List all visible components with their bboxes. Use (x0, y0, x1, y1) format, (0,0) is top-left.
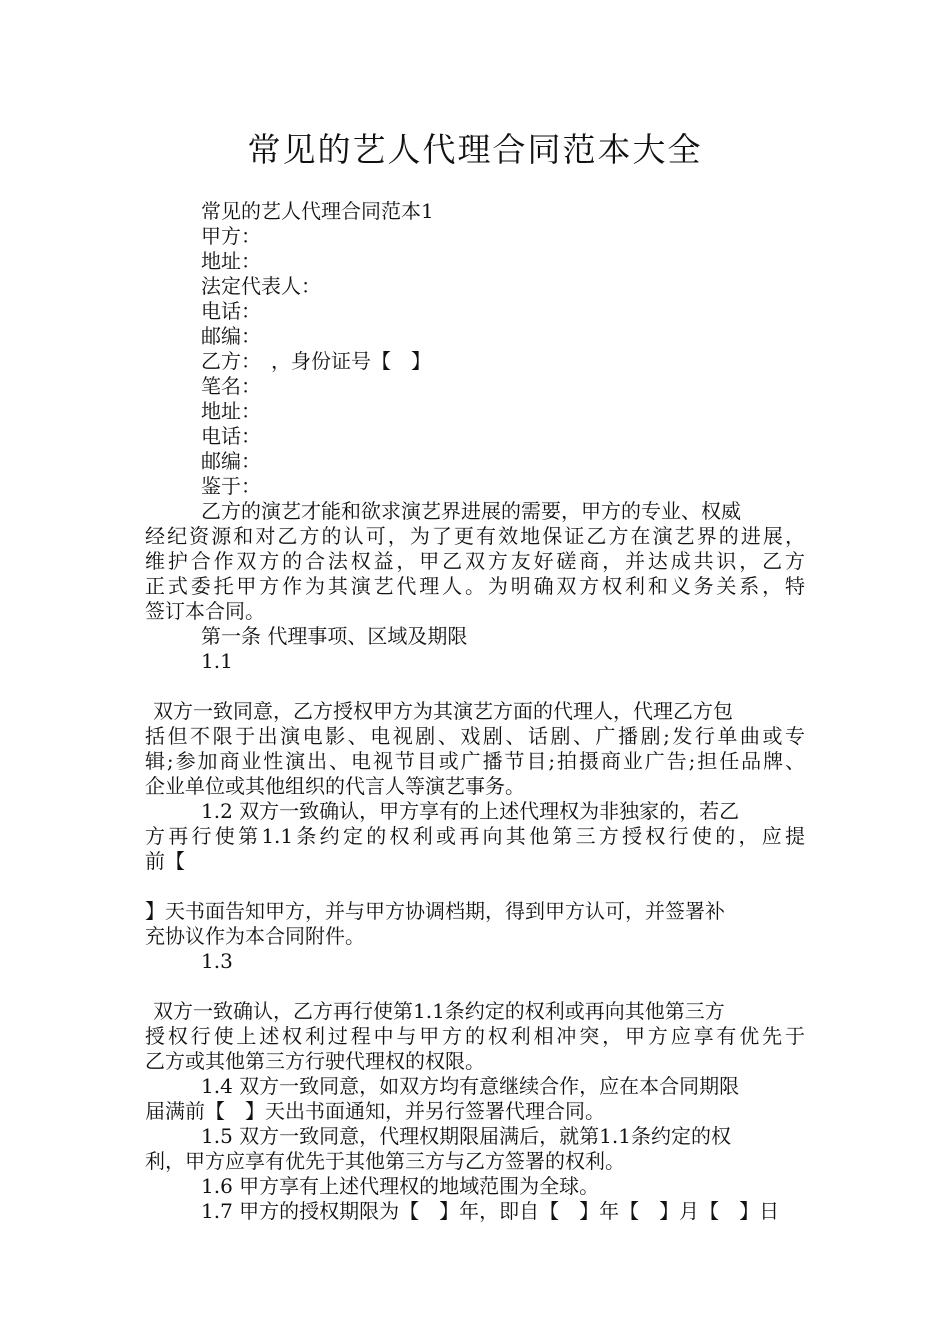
clause-1-1-number: 1.1 (201, 649, 233, 673)
clause-1-3-line: 双方一致确认，乙方再行使第1.1条约定的权利或再向其他第三方 (153, 999, 725, 1023)
party-a-representative: 法定代表人： (201, 274, 321, 298)
clause-1-5-line: 1.5 双方一致同意，代理权期限届满后，就第1.1条约定的权 (201, 1124, 731, 1148)
clause-1-3-line: 乙方或其他第三方行驶代理权的权限。 (145, 1049, 485, 1073)
clause-1-3-line: 授权行使上述权利过程中与甲方的权利相冲突，甲方应享有优先于 (145, 1024, 805, 1048)
preamble-line: 乙方的演艺才能和欲求演艺界进展的需要，甲方的专业、权威 (201, 499, 741, 523)
document-title: 常见的艺人代理合同范本大全 (247, 130, 703, 169)
party-b-phone: 电话： (201, 424, 261, 448)
party-a-address: 地址： (201, 249, 261, 273)
clause-1-6: 1.6 甲方享有上述代理权的地域范围为全球。 (201, 1174, 600, 1198)
preamble-line: 正式委托甲方作为其演艺代理人。为明确双方权利和义务关系，特 (145, 574, 805, 598)
preamble-line: 维护合作双方的合法权益，甲乙双方友好磋商，并达成共识，乙方 (145, 549, 805, 573)
party-a-phone: 电话： (201, 299, 261, 323)
whereas-label: 鉴于： (201, 474, 261, 498)
clause-1-4-line: 届满前【 】天出书面通知，并另行签署代理合同。 (145, 1099, 605, 1123)
clause-1-2-line: 1.2 双方一致确认，甲方享有的上述代理权为非独家的，若乙 (201, 799, 740, 823)
article-1-title: 第一条 代理事项、区域及期限 (201, 624, 468, 648)
clause-1-1-line: 辑;参加商业性演出、电视节目或广播节目;拍摄商业广告;担任品牌、 (145, 749, 805, 773)
clause-1-2-line: 前【 (145, 849, 185, 873)
party-a-postcode: 邮编： (201, 324, 261, 348)
party-b-pen-name: 笔名： (201, 374, 261, 398)
preamble-line: 经纪资源和对乙方的认可，为了更有效地保证乙方在演艺界的进展， (145, 524, 805, 548)
clause-1-7: 1.7 甲方的授权期限为【 】年，即自【 】年【 】月【 】日 (201, 1199, 780, 1223)
clause-1-5-line: 利，甲方应享有优先于其他第三方与乙方签署的权利。 (145, 1149, 625, 1173)
clause-1-1-line: 企业单位或其他组织的代言人等演艺事务。 (145, 774, 525, 798)
clause-1-1-line: 双方一致同意，乙方授权甲方为其演艺方面的代理人，代理乙方包 (153, 699, 733, 723)
contract-subtitle: 常见的艺人代理合同范本1 (201, 199, 434, 223)
clause-1-3-number: 1.3 (201, 949, 233, 973)
preamble-line: 签订本合同。 (145, 599, 265, 623)
party-a-label: 甲方： (201, 224, 261, 248)
clause-1-2-continuation: 充协议作为本合同附件。 (145, 924, 365, 948)
party-b-address: 地址： (201, 399, 261, 423)
clause-1-4-line: 1.4 双方一致同意，如双方均有意继续合作，应在本合同期限 (201, 1074, 740, 1098)
party-b-label: 乙方： ，身份证号【 】 (201, 349, 431, 373)
clause-1-1-line: 括但不限于出演电影、电视剧、戏剧、话剧、广播剧;发行单曲或专 (145, 724, 805, 748)
clause-1-2-line: 方再行使第1.1条约定的权利或再向其他第三方授权行使的，应提 (145, 824, 805, 848)
clause-1-2-continuation: 】天书面告知甲方，并与甲方协调档期，得到甲方认可，并签署补 (145, 899, 725, 923)
party-b-postcode: 邮编： (201, 449, 261, 473)
